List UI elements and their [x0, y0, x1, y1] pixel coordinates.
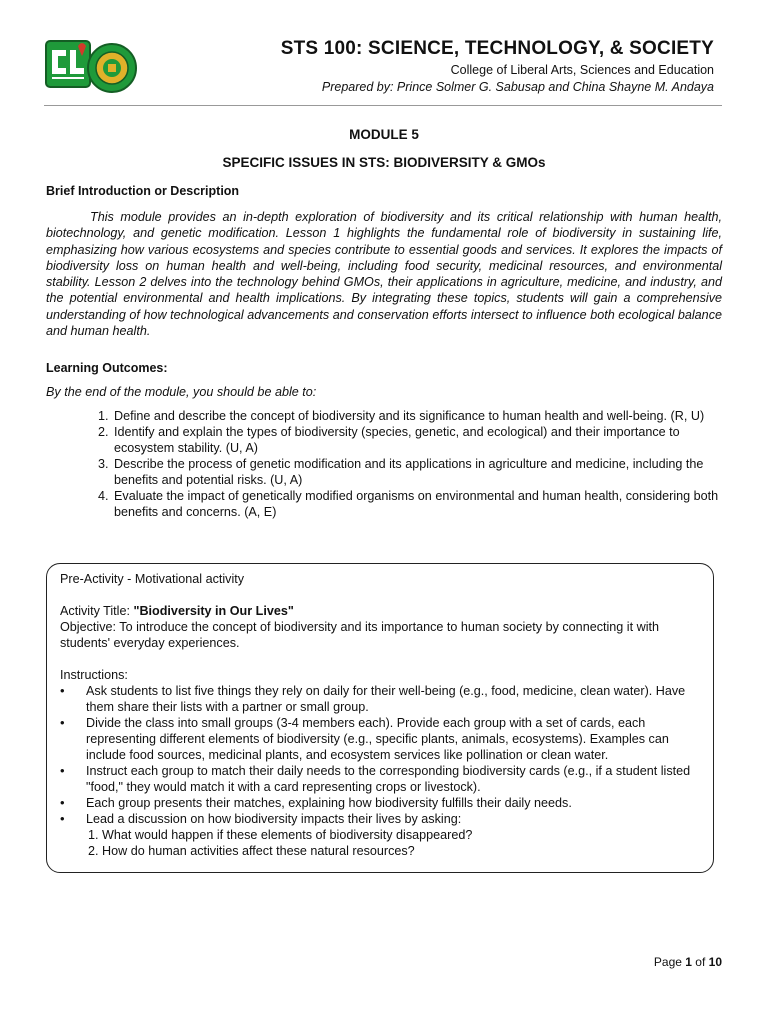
activity-title-label: Activity Title:	[60, 604, 134, 618]
list-item: 1. Define and describe the concept of biodiversity and its significance to human health and well-being. (R, U)	[112, 408, 732, 424]
total-pages: 10	[708, 955, 722, 969]
intro-paragraph: This module provides an in-depth exploration of biodiversity and its critical relationship with human health, biotechnology, and genetic modification. Lesson 1 highlights the fundamental role of biodiversity in sustaining life, emphasizing how various ecosystems and species contribute to essential goods and services. It explores the impacts of biodiversity loss on human health and well-being, including food security, medicinal resources, and environmental stability. Lesson 2 delves into the technology behind GMOs, their applications in agriculture, medicine, and industry, and the potential environmental and health implications. By integrating these topics, students will gain a comprehensive understanding of how technological advancements and conservation efforts intersect to influence both ecological balance and human health.	[46, 210, 722, 339]
instructions-label: Instructions:	[60, 668, 128, 682]
college-logo	[44, 38, 140, 94]
pre-activity-box	[46, 563, 714, 873]
learning-outcomes-heading: Learning Outcomes:	[46, 361, 168, 375]
list-item: 2. Identify and explain the types of biodiversity (species, genetic, and ecological) and their importance to ecosystem stability. (U, A)	[112, 424, 732, 456]
list-item: • Ask students to list five things they rely on daily for their well-being (e.g., food, medicine, clean water). Have them share their lists with a partner or small group.	[86, 683, 701, 715]
page-label: Page	[653, 955, 686, 969]
activity-title-text: "Biodiversity in Our Lives"	[133, 604, 294, 618]
header-divider	[44, 105, 722, 106]
intro-heading: Brief Introduction or Description	[46, 184, 240, 198]
activity-heading: Pre-Activity - Motivational activity	[60, 572, 245, 586]
page-number	[654, 955, 722, 969]
discussion-question: 1. What would happen if these elements of biodiversity disappeared?	[88, 828, 473, 842]
course-title: STS 100: SCIENCE, TECHNOLOGY, & SOCIETY	[280, 38, 714, 59]
instructions-list	[60, 683, 701, 859]
list-item: 4. Evaluate the impact of genetically modified organisms on environmental and human health, considering both benefits and concerns. (A, E)	[112, 488, 732, 520]
of-label: of	[691, 955, 709, 969]
learning-outcomes-list	[88, 408, 732, 520]
activity-objective: Objective: To introduce the concept of biodiversity and its importance to human society by connecting it with students' everyday experiences.	[60, 620, 659, 650]
activity-title	[60, 603, 701, 619]
current-page: 1	[685, 955, 692, 969]
discussion-question: 2. How do human activities affect these natural resources?	[88, 844, 415, 858]
bullet-text: Lead a discussion on how biodiversity impacts their lives by asking:	[86, 812, 462, 826]
list-item: • Divide the class into small groups (3-4 members each). Provide each group with a set of cards, each representing different elements of biodiversity (e.g., specific plants, animals, ecosystems). Examples can include food sources, medicinal plants, and ecosystem services like pollination or clean water.	[86, 715, 701, 763]
module-title: SPECIFIC ISSUES IN STS: BIODIVERSITY & GMOs	[222, 155, 546, 170]
learning-outcomes-lead: By the end of the module, you should be able to:	[46, 385, 317, 399]
document-header	[0, 0, 768, 110]
prepared-by: Prepared by: Prince Solmer G. Sabusap and China Shayne M. Andaya	[321, 80, 714, 94]
list-item: • Each group presents their matches, explaining how biodiversity fulfills their daily needs.	[86, 795, 701, 811]
list-item: • Instruct each group to match their daily needs to the corresponding biodiversity cards (e.g., if a student listed "food," they would match it with a card representing crops or livestock).	[86, 763, 701, 795]
list-item: 3. Describe the process of genetic modification and its applications in agriculture and medicine, including the benefits and potential risks. (U, A)	[112, 456, 732, 488]
college-name: College of Liberal Arts, Sciences and Education	[450, 63, 714, 77]
module-number: MODULE 5	[349, 127, 419, 142]
list-item	[86, 811, 701, 859]
